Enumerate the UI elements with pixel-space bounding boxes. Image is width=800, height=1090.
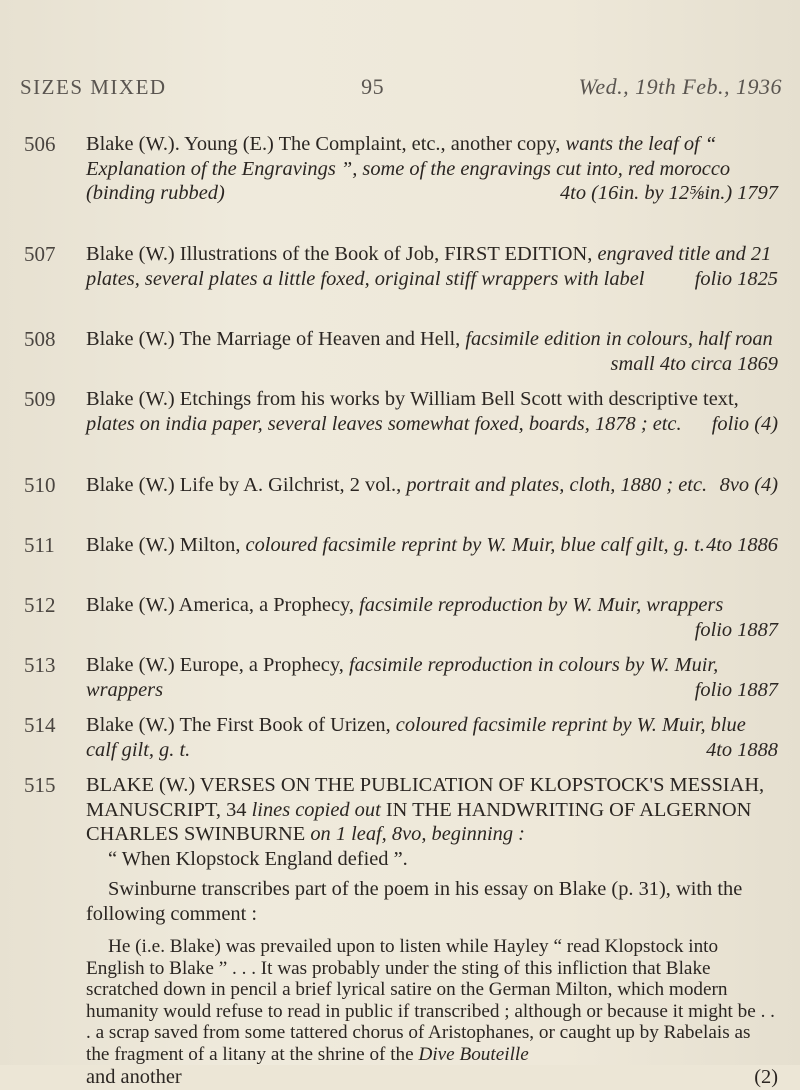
lot-footer	[86, 1065, 778, 1090]
lot-entry	[24, 533, 778, 593]
lot-number: 512	[24, 593, 56, 617]
lot-number: 508	[24, 327, 56, 351]
lot-title: Blake (W.) Illustrations of the Book of Job, FIRST EDITION,	[86, 243, 593, 265]
lot-condition: on 1 leaf, 8vo, beginning :	[310, 823, 525, 845]
lot-description	[86, 242, 778, 291]
lot-number: 509	[24, 387, 56, 411]
lot-number: 515	[24, 773, 56, 797]
lot-list	[24, 132, 778, 1090]
lot-format: folio 1887	[694, 618, 778, 641]
first-line: “ When Klopstock England defied ”.	[108, 847, 408, 870]
lot-title: Blake (W.) Milton,	[86, 534, 241, 556]
lot-entry	[24, 473, 778, 533]
lot-format: folio 1825	[694, 267, 778, 290]
lot-additional: and another	[86, 1066, 182, 1088]
commentary: Swinburne transcribes part of the poem in his essay on Blake (p. 31), with the following comment :	[86, 878, 743, 925]
lot-condition: facsimile reproduction in colours by W. Muir, wrappers	[86, 654, 719, 701]
lot-description	[86, 713, 778, 762]
lot-title: Blake (W.) America, a Prophecy,	[86, 594, 355, 616]
lot-description	[86, 773, 778, 1090]
lot-description	[86, 653, 778, 702]
lot-description	[86, 387, 778, 436]
lot-entry	[24, 593, 778, 653]
lot-provenance: IN THE HANDWRITING OF ALGERNON CHARLES SWINBURNE	[86, 798, 752, 845]
lot-title: Blake (W.) The First Book of Urizen,	[86, 714, 391, 736]
lot-title: Blake (W.) Life by A. Gilchrist, 2 vol.,	[86, 474, 402, 496]
lot-condition: plates on india paper, several leaves somewhat foxed, boards, 1878 ; etc.	[86, 412, 682, 435]
lot-entry	[24, 242, 778, 327]
lot-title: BLAKE (W.) VERSES ON THE PUBLICATION OF KLOPSTOCK'S MESSIAH, MANUSCRIPT, 34	[86, 774, 765, 821]
lot-entry	[24, 773, 778, 1090]
lot-format: 8vo (4)	[719, 474, 778, 496]
lot-title: Blake (W.) Etchings from his works by William Bell Scott with descriptive text,	[86, 388, 739, 410]
lot-condition: coloured facsimile reprint by W. Muir, blue calf gilt, g. t.	[86, 714, 746, 761]
lot-note: lines copied out	[251, 798, 381, 821]
quotation	[86, 936, 778, 1065]
lot-title: Blake (W.) The Marriage of Heaven and Hell,	[86, 328, 461, 350]
lot-description	[86, 593, 778, 642]
quotation-text: He (i.e. Blake) was prevailed upon to listen while Hayley “ read Klopstock into English to Blake ” . . . It was probably under the sting of this infliction that Blake scratched down in pencil a brief lyrical satire on the German Milton, which modern humanity would refuse to read in public if transcribed ; although or because it might be . . . a scrap saved from some tattered chorus of Aristophanes, or caught up by Rabelais as the fragment of a litany at the shrine of the	[86, 936, 775, 1065]
lot-condition: engraved title and 21 plates, several plates a little foxed, original stiff wrappers with label	[86, 243, 772, 290]
lot-description	[86, 327, 778, 376]
lot-number: 507	[24, 242, 56, 266]
lot-format: folio 1887	[694, 678, 778, 701]
header-section: SIZES MIXED	[20, 75, 167, 99]
lot-format: 4to 1886	[706, 534, 778, 556]
lot-entry	[24, 713, 778, 773]
lot-title: Blake (W.). Young (E.) The Complaint, etc., another copy,	[86, 133, 561, 155]
lot-format: 4to (16in. by 12⅝in.) 1797	[559, 182, 778, 204]
lot-entry	[24, 653, 778, 713]
page-header	[20, 74, 782, 100]
lot-condition: coloured facsimile reprint by W. Muir, blue calf gilt, g. t.	[245, 534, 705, 556]
lot-entry	[24, 327, 778, 387]
lot-entry	[24, 132, 778, 242]
lot-number: 511	[24, 533, 55, 557]
lot-number: 506	[24, 132, 56, 156]
lot-description	[86, 473, 778, 498]
page-number: 95	[361, 74, 385, 99]
sale-date: Wed., 19th Feb., 1936	[578, 74, 782, 99]
lot-condition: facsimile reproduction by W. Muir, wrappers	[359, 594, 724, 616]
lot-format: folio (4)	[711, 412, 778, 435]
lot-description	[86, 533, 778, 558]
lot-condition: facsimile edition in colours, half roan	[465, 328, 773, 350]
lot-format: 4to 1888	[706, 738, 778, 761]
lot-entry	[24, 387, 778, 473]
lot-title: Blake (W.) Europe, a Prophecy,	[86, 654, 344, 676]
quotation-italic: Dive Bouteille	[418, 1043, 529, 1065]
lot-count: (2)	[754, 1066, 778, 1088]
lot-description	[86, 132, 778, 206]
lot-number: 510	[24, 473, 56, 497]
lot-number: 513	[24, 653, 56, 677]
lot-format: small 4to circa 1869	[610, 352, 778, 375]
lot-condition: wants the leaf of “ Explanation of the Engravings ”, some of the engravings cut into, red morocco (binding rubbed)	[86, 133, 731, 204]
lot-condition: portrait and plates, cloth, 1880 ; etc.	[406, 474, 708, 496]
lot-number: 514	[24, 713, 56, 737]
